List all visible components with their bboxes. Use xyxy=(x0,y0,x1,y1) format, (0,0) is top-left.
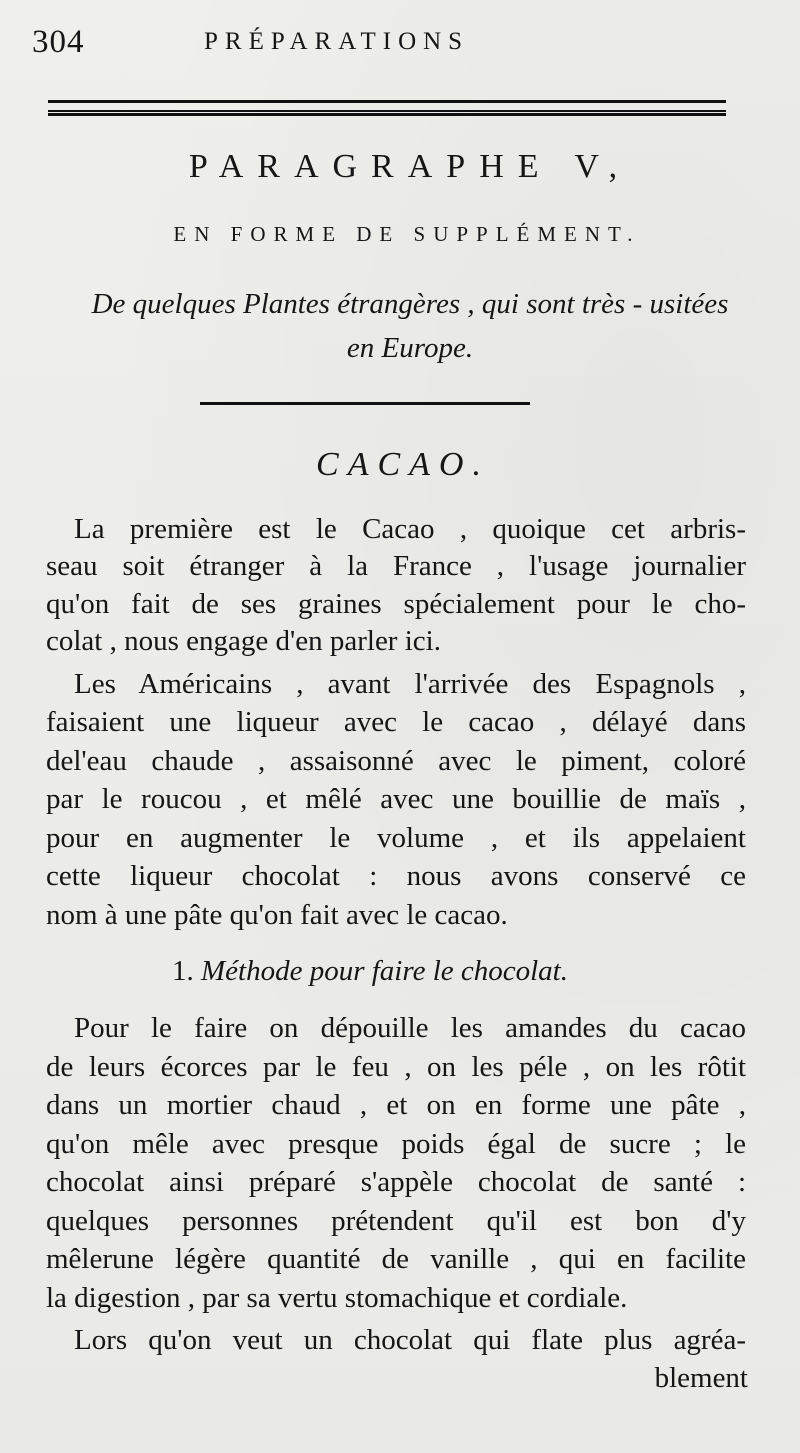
method-heading xyxy=(172,955,568,988)
text-line: cette liqueur chocolat : nous avons conservé ce xyxy=(46,860,746,892)
text-line: nom à une pâte qu'on fait avec le cacao. xyxy=(46,899,508,931)
text-line: del'eau chaude , assaisonné avec le piment, coloré xyxy=(46,745,746,777)
running-head xyxy=(32,24,572,64)
text-line: pour en augmenter le volume , et ils appelaient xyxy=(46,822,746,854)
subtitle-line-2: en Europe. xyxy=(346,332,474,364)
method-title: Méthode pour faire le chocolat. xyxy=(201,955,568,987)
text-line: la digestion , par sa vertu stomachique et cordiale. xyxy=(46,1282,628,1314)
section-rule xyxy=(200,402,530,405)
text-line: Pour le faire on dépouille les amandes du cacao xyxy=(74,1012,746,1044)
text-line: seau soit étranger à la France , l'usage journalier xyxy=(46,550,746,582)
supplement-heading: EN FORME DE SUPPLÉMENT. xyxy=(173,222,641,246)
text-line: qu'on mêle avec presque poids égal de sucre ; le xyxy=(46,1128,746,1160)
double-rule xyxy=(48,100,726,116)
text-line: par le roucou , et mêlé avec une bouillie de maïs , xyxy=(46,783,746,815)
subtitle xyxy=(80,282,740,370)
text-line: quelques personnes prétendent qu'il est bon d'y xyxy=(46,1205,746,1237)
text-line: chocolat ainsi préparé s'appèle chocolat de santé : xyxy=(46,1166,746,1198)
text-line: dans un mortier chaud , et on en forme une pâte , xyxy=(46,1089,746,1121)
section-title: CACAO. xyxy=(316,446,490,483)
text-line: Les Américains , avant l'arrivée des Espagnols , xyxy=(74,668,746,700)
text-line: Lors qu'on veut un chocolat qui flate plus agréa- xyxy=(74,1324,746,1356)
subtitle-line-1: De quelques Plantes étrangères , qui sont très - usitées xyxy=(91,288,729,320)
text-line: de leurs écorces par le feu , on les péle , on les rôtit xyxy=(46,1051,746,1083)
running-title: PRÉPARATIONS xyxy=(204,28,470,55)
text-line: mêlerune légère quantité de vanille , qui en facilite xyxy=(46,1243,746,1275)
page-number: 304 xyxy=(32,24,85,60)
paragraph-heading: PARAGRAPHE V, xyxy=(188,148,632,185)
text-line: colat , nous engage d'en parler ici. xyxy=(46,625,441,657)
catchword: blement xyxy=(654,1362,748,1394)
text-line: faisaient une liqueur avec le cacao , délayé dans xyxy=(46,706,746,738)
text-line: qu'on fait de ses graines spécialement pour le cho- xyxy=(46,588,746,620)
text-line: La première est le Cacao , quoique cet arbris- xyxy=(74,513,746,545)
method-number: 1. xyxy=(172,955,194,987)
